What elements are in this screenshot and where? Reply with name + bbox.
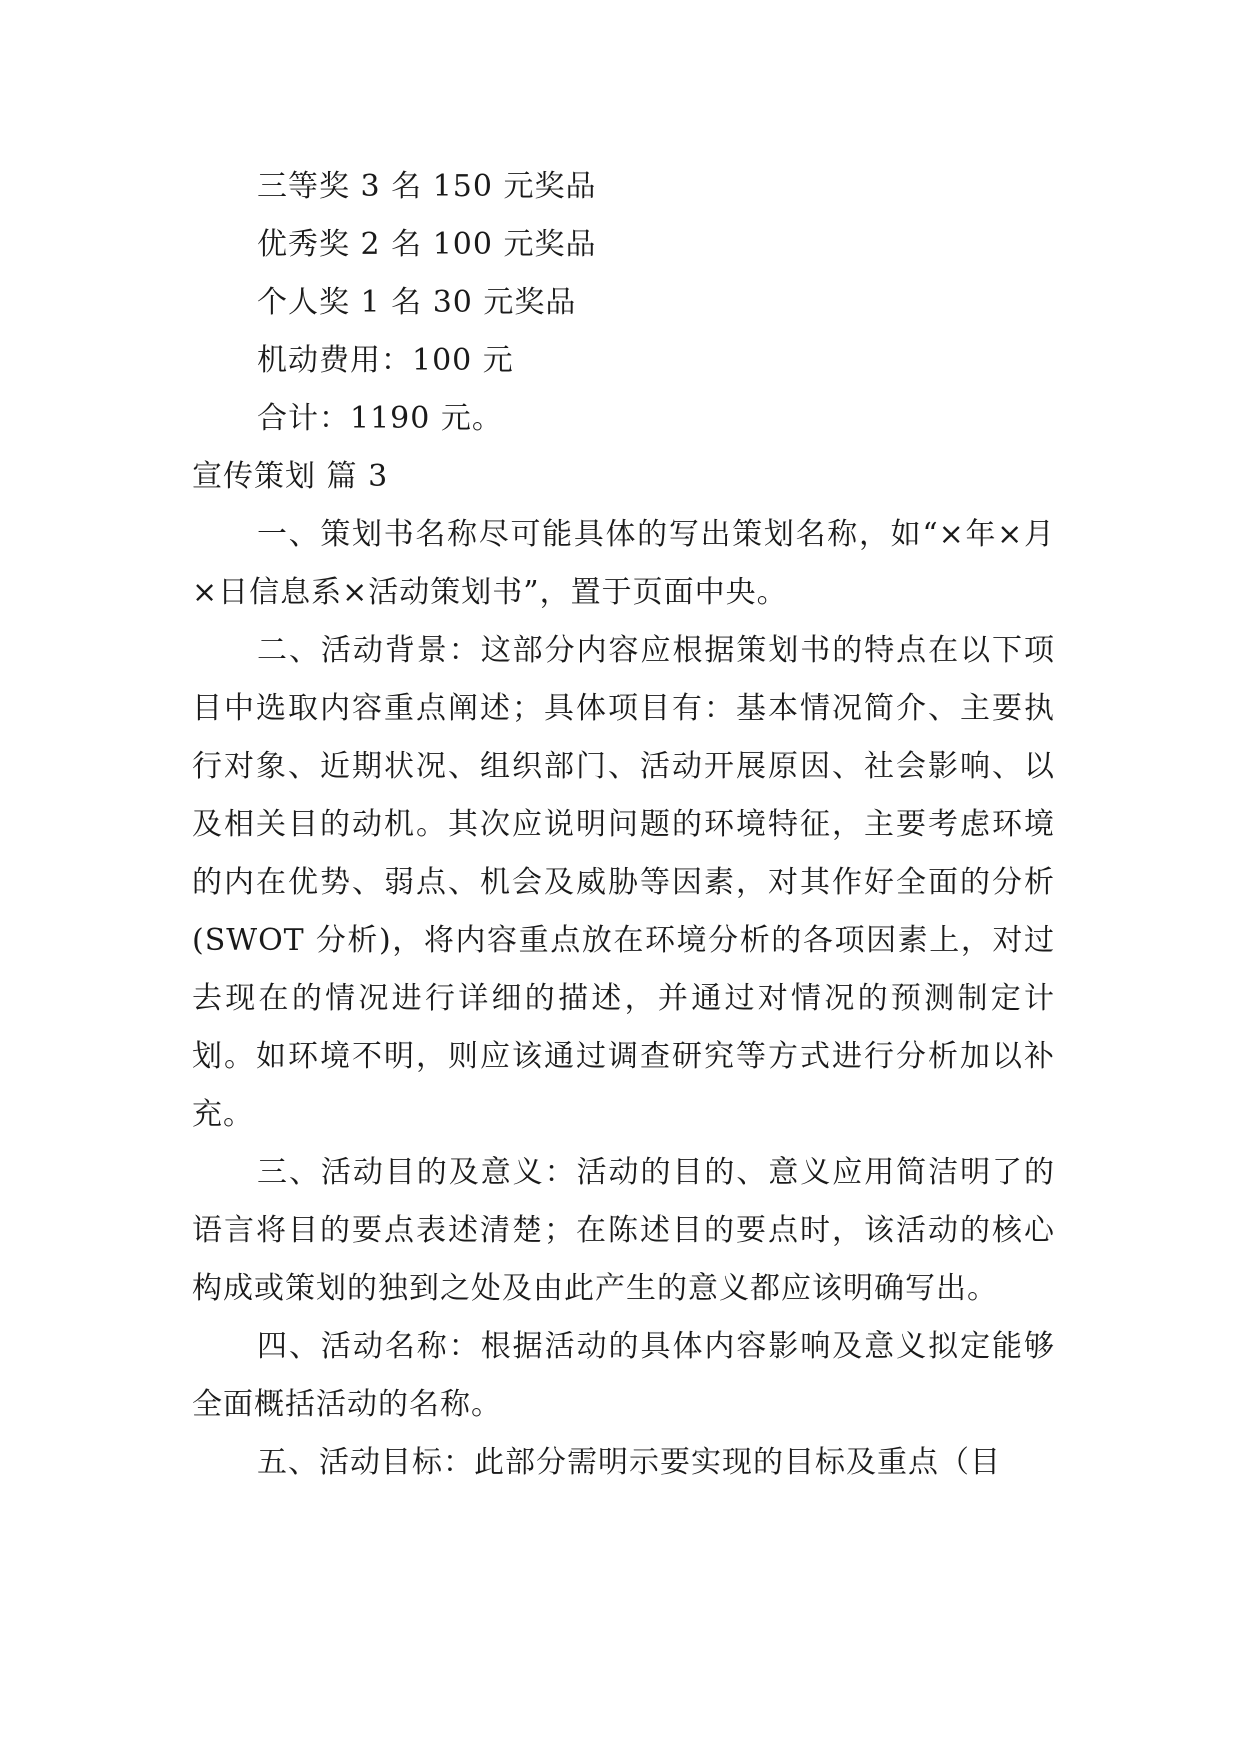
paragraph-background: 二、活动背景：这部分内容应根据策划书的特点在以下项目中选取内容重点阐述；具体项目有：基本情况简介、主要执行对象、近期状况、组织部门、活动开展原因、社会影响、以及相关目的动机。其次应说明问题的环境特征，主要考虑环境的内在优势、弱点、机会及威胁等因素，对其作好全面的分析(SWOT 分析)，将内容重点放在环境分析的各项因素上，对过去现在的情况进行详细的描述，并通过对情况的预测制定计划。如环境不明，则应该通过调查研究等方式进行分析加以补充。: [192, 633, 1055, 1132]
paragraph-plan-name: 一、策划书名称尽可能具体的写出策划名称，如“×年×月×日信息系×活动策划书”，置于页面中央。: [192, 517, 1055, 610]
total-line: 合计：1190 元。: [257, 401, 503, 436]
paragraph-purpose: 三、活动目的及意义：活动的目的、意义应用简洁明了的语言将目的要点表述清楚；在陈述目的要点时，该活动的核心构成或策划的独到之处及由此产生的意义都应该明确写出。: [192, 1155, 1055, 1306]
section-heading: 宣传策划 篇 3: [192, 459, 389, 494]
paragraph-activity-goal: 五、活动目标：此部分需明示要实现的目标及重点（目: [257, 1445, 1001, 1480]
prize-line-individual: 个人奖 1 名 30 元奖品: [257, 285, 577, 320]
prize-line-excellent: 优秀奖 2 名 100 元奖品: [257, 227, 597, 262]
flexible-cost-line: 机动费用：100 元: [257, 343, 514, 378]
paragraph-activity-name: 四、活动名称：根据活动的具体内容影响及意义拟定能够全面概括活动的名称。: [192, 1329, 1055, 1422]
prize-line-third: 三等奖 3 名 150 元奖品: [257, 169, 597, 204]
document-body: [192, 158, 1055, 1492]
